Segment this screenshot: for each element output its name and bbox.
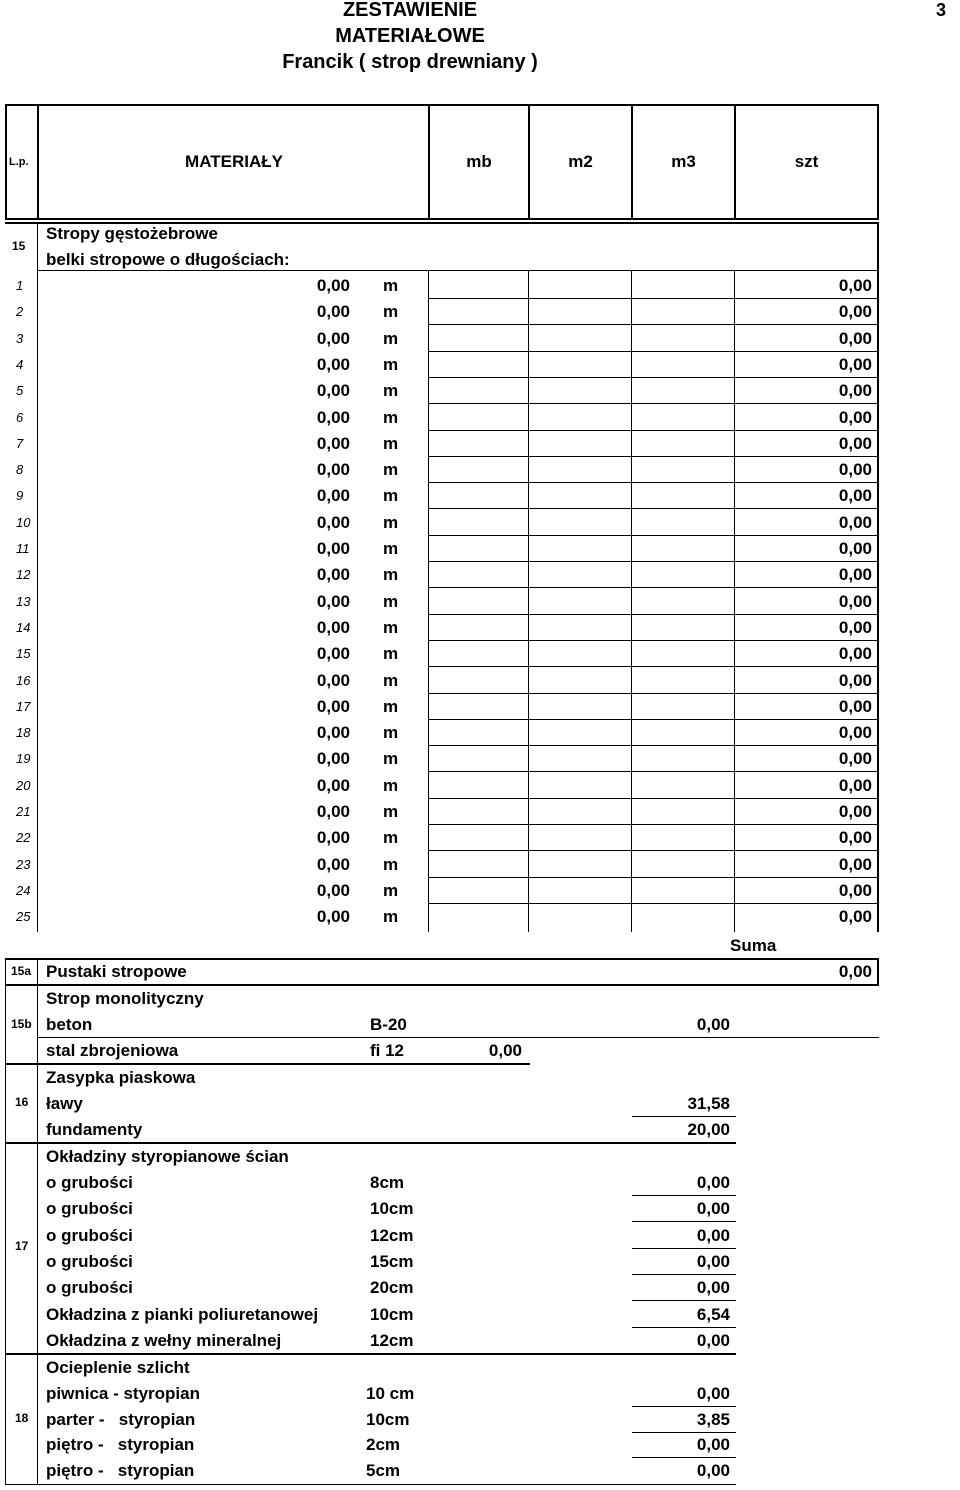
section-15b-left bbox=[5, 984, 6, 1064]
section-15-subtitle: belki stropowe o długościach: bbox=[46, 250, 290, 269]
beam-unit: m bbox=[383, 302, 399, 322]
beam-length: 0,00 bbox=[316, 486, 350, 506]
insulation-thickness: 10cm bbox=[370, 1304, 414, 1324]
insulation-thickness: 15cm bbox=[370, 1251, 414, 1271]
beam-unit: m bbox=[383, 460, 399, 480]
row-line bbox=[429, 719, 877, 720]
insulation-label: Okładzina z pianki poliuretanowej bbox=[46, 1304, 319, 1324]
bottom-line bbox=[5, 1484, 736, 1485]
section-15b-heading: Strop monolityczny bbox=[46, 989, 204, 1008]
beam-szt-value: 0,00 bbox=[838, 407, 872, 427]
row-line bbox=[632, 1406, 736, 1407]
beton-label: beton bbox=[46, 1015, 93, 1034]
screed-insulation-label: piętro - styropian bbox=[46, 1460, 195, 1480]
beam-length: 0,00 bbox=[316, 880, 350, 900]
beam-row-number: 9 bbox=[16, 488, 24, 504]
row-line bbox=[632, 1327, 736, 1328]
insulation-label: o grubości bbox=[46, 1251, 133, 1271]
beam-szt-value: 0,00 bbox=[838, 433, 872, 453]
beam-row-number: 16 bbox=[16, 672, 31, 688]
insulation-value: 0,00 bbox=[696, 1251, 730, 1271]
grid-line bbox=[37, 270, 877, 271]
beam-row-number: 18 bbox=[16, 725, 31, 741]
beam-szt-value: 0,00 bbox=[838, 591, 872, 611]
insulation-value: 6,54 bbox=[696, 1304, 730, 1324]
section-17-heading: Okładziny styropianowe ścian bbox=[46, 1147, 289, 1166]
beam-szt-value: 0,00 bbox=[838, 854, 872, 874]
screed-insulation-value: 0,00 bbox=[696, 1460, 730, 1480]
beam-length: 0,00 bbox=[316, 828, 350, 848]
beam-szt-value: 0,00 bbox=[838, 880, 872, 900]
section-15-right-border bbox=[877, 222, 879, 932]
row-line bbox=[429, 535, 877, 536]
beam-length: 0,00 bbox=[316, 644, 350, 664]
beam-length: 0,00 bbox=[316, 854, 350, 874]
beam-length: 0,00 bbox=[316, 723, 350, 743]
screed-insulation-thickness: 10cm bbox=[366, 1409, 410, 1429]
row-line bbox=[429, 351, 877, 352]
beam-szt-value: 0,00 bbox=[838, 460, 872, 480]
suma-label: Suma bbox=[730, 936, 777, 955]
beam-length: 0,00 bbox=[316, 381, 350, 401]
title-line-1: ZESTAWIENIE bbox=[342, 0, 478, 21]
beam-szt-value: 0,00 bbox=[838, 565, 872, 585]
beam-row-number: 12 bbox=[16, 567, 31, 583]
section-18-left bbox=[5, 1353, 6, 1485]
row-line bbox=[429, 561, 877, 562]
beam-unit: m bbox=[383, 828, 399, 848]
row-line bbox=[429, 430, 877, 431]
beton-spec: B-20 bbox=[370, 1015, 407, 1034]
beam-row-number: 14 bbox=[16, 619, 31, 635]
beam-unit: m bbox=[383, 539, 399, 558]
fundamenty-value: 20,00 bbox=[687, 1120, 730, 1139]
title-line-3: Francik ( strop drewniany ) bbox=[282, 51, 538, 73]
beam-unit: m bbox=[383, 670, 399, 690]
beam-unit: m bbox=[383, 802, 399, 821]
beam-unit: m bbox=[383, 433, 399, 453]
section-15a-right bbox=[877, 958, 879, 985]
section-15a-divider bbox=[37, 958, 38, 985]
beam-unit: m bbox=[383, 617, 399, 637]
beam-length: 0,00 bbox=[316, 907, 350, 927]
beam-szt-value: 0,00 bbox=[838, 354, 872, 374]
beam-szt-value: 0,00 bbox=[838, 802, 872, 821]
insulation-thickness: 20cm bbox=[370, 1278, 414, 1298]
beam-length: 0,00 bbox=[316, 802, 350, 821]
beam-unit: m bbox=[383, 381, 399, 401]
row-line bbox=[632, 1300, 736, 1301]
section-17-left bbox=[5, 1142, 6, 1354]
beam-unit: m bbox=[383, 854, 399, 874]
beam-szt-value: 0,00 bbox=[838, 907, 872, 927]
row-line bbox=[429, 798, 877, 799]
beam-row-number: 3 bbox=[16, 330, 24, 346]
section-line bbox=[5, 1142, 736, 1144]
beam-row-number: 1 bbox=[16, 278, 24, 293]
section-15a-value: 0,00 bbox=[838, 962, 872, 981]
insulation-label: o grubości bbox=[46, 1173, 133, 1192]
row-line bbox=[632, 1248, 736, 1249]
section-line bbox=[5, 1353, 736, 1355]
beam-unit: m bbox=[383, 696, 399, 716]
beam-unit: m bbox=[383, 276, 399, 295]
beam-row-number: 17 bbox=[16, 698, 31, 714]
section-line bbox=[5, 958, 879, 960]
section-line bbox=[5, 984, 879, 986]
row-line bbox=[429, 666, 877, 667]
section-16-divider bbox=[37, 1063, 38, 1143]
beton-value: 0,00 bbox=[696, 1015, 730, 1034]
header-mb: mb bbox=[466, 152, 492, 171]
section-15b-divider bbox=[37, 984, 38, 1064]
section-15-title: Stropy gęstożebrowe bbox=[46, 224, 218, 243]
beam-unit: m bbox=[383, 486, 399, 506]
beam-row-number: 24 bbox=[16, 882, 31, 898]
beam-length: 0,00 bbox=[316, 407, 350, 427]
beam-unit: m bbox=[383, 407, 399, 427]
beam-row-number: 13 bbox=[16, 593, 31, 609]
row-line bbox=[429, 824, 877, 825]
screed-insulation-label: parter - styropian bbox=[46, 1409, 196, 1429]
beam-row-number: 15 bbox=[16, 646, 31, 662]
row-line bbox=[429, 508, 877, 509]
section-15a-label: Pustaki stropowe bbox=[46, 962, 187, 981]
row-line bbox=[632, 1432, 736, 1433]
row-line bbox=[429, 482, 877, 483]
insulation-thickness: 12cm bbox=[370, 1330, 414, 1350]
section-16-heading: Zasypka piaskowa bbox=[46, 1068, 196, 1087]
insulation-value: 0,00 bbox=[696, 1278, 730, 1298]
lp-column-line bbox=[37, 222, 38, 932]
beam-length: 0,00 bbox=[316, 512, 350, 532]
section-16-left bbox=[5, 1063, 6, 1143]
row-line bbox=[429, 403, 877, 404]
insulation-value: 0,00 bbox=[696, 1199, 730, 1219]
beam-unit: m bbox=[383, 775, 399, 795]
screed-insulation-label: piętro - styropian bbox=[46, 1435, 195, 1455]
row-line bbox=[429, 877, 877, 878]
grid-line bbox=[734, 270, 735, 932]
beam-szt-value: 0,00 bbox=[838, 723, 872, 743]
row-line bbox=[429, 771, 877, 772]
row-line bbox=[632, 1221, 736, 1222]
beam-unit: m bbox=[383, 907, 399, 927]
beam-row-number: 21 bbox=[16, 804, 31, 819]
insulation-value: 0,00 bbox=[696, 1173, 730, 1192]
beam-length: 0,00 bbox=[316, 276, 350, 295]
row-line bbox=[429, 298, 877, 299]
row-line bbox=[429, 850, 877, 851]
screed-insulation-value: 3,85 bbox=[696, 1409, 730, 1429]
header-m2: m2 bbox=[568, 152, 593, 171]
beam-row-number: 6 bbox=[16, 409, 24, 425]
beam-row-number: 5 bbox=[16, 383, 24, 399]
beam-length: 0,00 bbox=[316, 460, 350, 480]
header-divider bbox=[37, 104, 39, 220]
beam-length: 0,00 bbox=[316, 696, 350, 716]
page-number: 3 bbox=[936, 0, 947, 20]
title-line-2: MATERIAŁOWE bbox=[335, 25, 485, 47]
beam-row-number: 23 bbox=[16, 856, 31, 872]
beam-unit: m bbox=[383, 565, 399, 585]
beam-length: 0,00 bbox=[316, 302, 350, 322]
row-line bbox=[429, 693, 877, 694]
beam-row-number: 22 bbox=[16, 830, 31, 846]
beam-length: 0,00 bbox=[316, 670, 350, 690]
section-18-divider bbox=[37, 1353, 38, 1485]
beam-row-number: 20 bbox=[16, 777, 31, 793]
section-17-number: 17 bbox=[15, 1239, 29, 1253]
section-17-divider bbox=[37, 1142, 38, 1354]
beam-length: 0,00 bbox=[316, 617, 350, 637]
beam-length: 0,00 bbox=[316, 565, 350, 585]
beam-szt-value: 0,00 bbox=[838, 749, 872, 769]
beam-row-number: 4 bbox=[16, 356, 24, 372]
header-materials: MATERIAŁY bbox=[185, 152, 283, 171]
insulation-thickness: 12cm bbox=[370, 1225, 414, 1245]
row-line bbox=[632, 1457, 736, 1458]
section-18-heading: Ocieplenie szlicht bbox=[46, 1358, 190, 1377]
beam-szt-value: 0,00 bbox=[838, 512, 872, 532]
insulation-thickness: 10cm bbox=[370, 1199, 414, 1219]
beam-length: 0,00 bbox=[316, 433, 350, 453]
grid-line bbox=[631, 270, 632, 932]
header-lp: L.p. bbox=[9, 156, 29, 168]
screed-insulation-label: piwnica - styropian bbox=[46, 1384, 200, 1403]
stal-spec: fi 12 bbox=[370, 1041, 405, 1060]
beam-row-number: 11 bbox=[16, 541, 30, 556]
header-m3: m3 bbox=[671, 152, 696, 171]
beam-row-number: 25 bbox=[16, 909, 31, 925]
section-line bbox=[5, 1063, 530, 1065]
beam-szt-value: 0,00 bbox=[838, 381, 872, 401]
grid-line bbox=[528, 270, 529, 932]
beam-length: 0,00 bbox=[316, 749, 350, 769]
insulation-label: Okładzina z wełny mineralnej bbox=[46, 1330, 282, 1350]
row-line bbox=[632, 1195, 736, 1196]
grid-line bbox=[428, 270, 429, 932]
beam-szt-value: 0,00 bbox=[838, 617, 872, 637]
insulation-label: o grubości bbox=[46, 1278, 133, 1298]
beam-length: 0,00 bbox=[316, 328, 350, 348]
beam-unit: m bbox=[383, 880, 399, 900]
beam-szt-value: 0,00 bbox=[838, 696, 872, 716]
stal-value: 0,00 bbox=[488, 1041, 522, 1060]
header-szt: szt bbox=[794, 152, 819, 171]
screed-insulation-value: 0,00 bbox=[696, 1384, 730, 1403]
stal-label: stal zbrojeniowa bbox=[46, 1041, 179, 1060]
fundamenty-label: fundamenty bbox=[46, 1120, 143, 1139]
lawy-label: ławy bbox=[46, 1094, 83, 1113]
row-line bbox=[429, 456, 877, 457]
beam-row-number: 7 bbox=[16, 435, 24, 451]
insulation-value: 0,00 bbox=[696, 1225, 730, 1245]
screed-insulation-value: 0,00 bbox=[696, 1435, 730, 1455]
section-15b-number: 15b bbox=[11, 1017, 32, 1031]
row-line bbox=[37, 1037, 879, 1038]
beam-szt-value: 0,00 bbox=[838, 539, 872, 558]
screed-insulation-thickness: 2cm bbox=[366, 1435, 401, 1455]
beam-szt-value: 0,00 bbox=[838, 328, 872, 348]
row-line bbox=[429, 745, 877, 746]
beam-row-number: 2 bbox=[16, 304, 24, 320]
section-15-number: 15 bbox=[12, 239, 26, 253]
beam-unit: m bbox=[383, 723, 399, 743]
screed-insulation-thickness: 10 cm bbox=[366, 1384, 415, 1403]
beam-unit: m bbox=[383, 354, 399, 374]
row-line bbox=[429, 377, 877, 378]
row-line bbox=[429, 614, 877, 615]
beam-length: 0,00 bbox=[316, 591, 350, 611]
beam-row-number: 10 bbox=[16, 514, 31, 530]
beam-szt-value: 0,00 bbox=[838, 276, 872, 295]
beam-unit: m bbox=[383, 328, 399, 348]
insulation-value: 0,00 bbox=[696, 1330, 730, 1350]
beam-unit: m bbox=[383, 749, 399, 769]
row-line bbox=[632, 1116, 736, 1117]
insulation-label: o grubości bbox=[46, 1199, 133, 1219]
row-line bbox=[429, 587, 877, 588]
beam-szt-value: 0,00 bbox=[838, 644, 872, 664]
lawy-value: 31,58 bbox=[687, 1094, 730, 1113]
beam-length: 0,00 bbox=[316, 354, 350, 374]
beam-szt-value: 0,00 bbox=[838, 302, 872, 322]
section-15a-left bbox=[5, 958, 6, 985]
section-16-number: 16 bbox=[15, 1095, 29, 1109]
beam-unit: m bbox=[383, 591, 399, 611]
beam-szt-value: 0,00 bbox=[838, 670, 872, 690]
row-line bbox=[429, 903, 877, 904]
beam-szt-value: 0,00 bbox=[838, 486, 872, 506]
section-15a-number: 15a bbox=[11, 964, 32, 978]
beam-szt-value: 0,00 bbox=[838, 775, 872, 795]
beam-szt-value: 0,00 bbox=[838, 828, 872, 848]
row-line bbox=[632, 1274, 736, 1275]
beam-length: 0,00 bbox=[316, 775, 350, 795]
insulation-thickness: 8cm bbox=[370, 1173, 405, 1192]
beam-unit: m bbox=[383, 644, 399, 664]
row-line bbox=[429, 640, 877, 641]
section-18-number: 18 bbox=[15, 1411, 29, 1425]
row-line bbox=[429, 324, 877, 325]
insulation-label: o grubości bbox=[46, 1225, 133, 1245]
screed-insulation-thickness: 5cm bbox=[366, 1460, 401, 1480]
beam-unit: m bbox=[383, 512, 399, 532]
beam-row-number: 8 bbox=[16, 462, 24, 478]
beam-row-number: 19 bbox=[16, 751, 31, 767]
beam-length: 0,00 bbox=[316, 539, 350, 558]
